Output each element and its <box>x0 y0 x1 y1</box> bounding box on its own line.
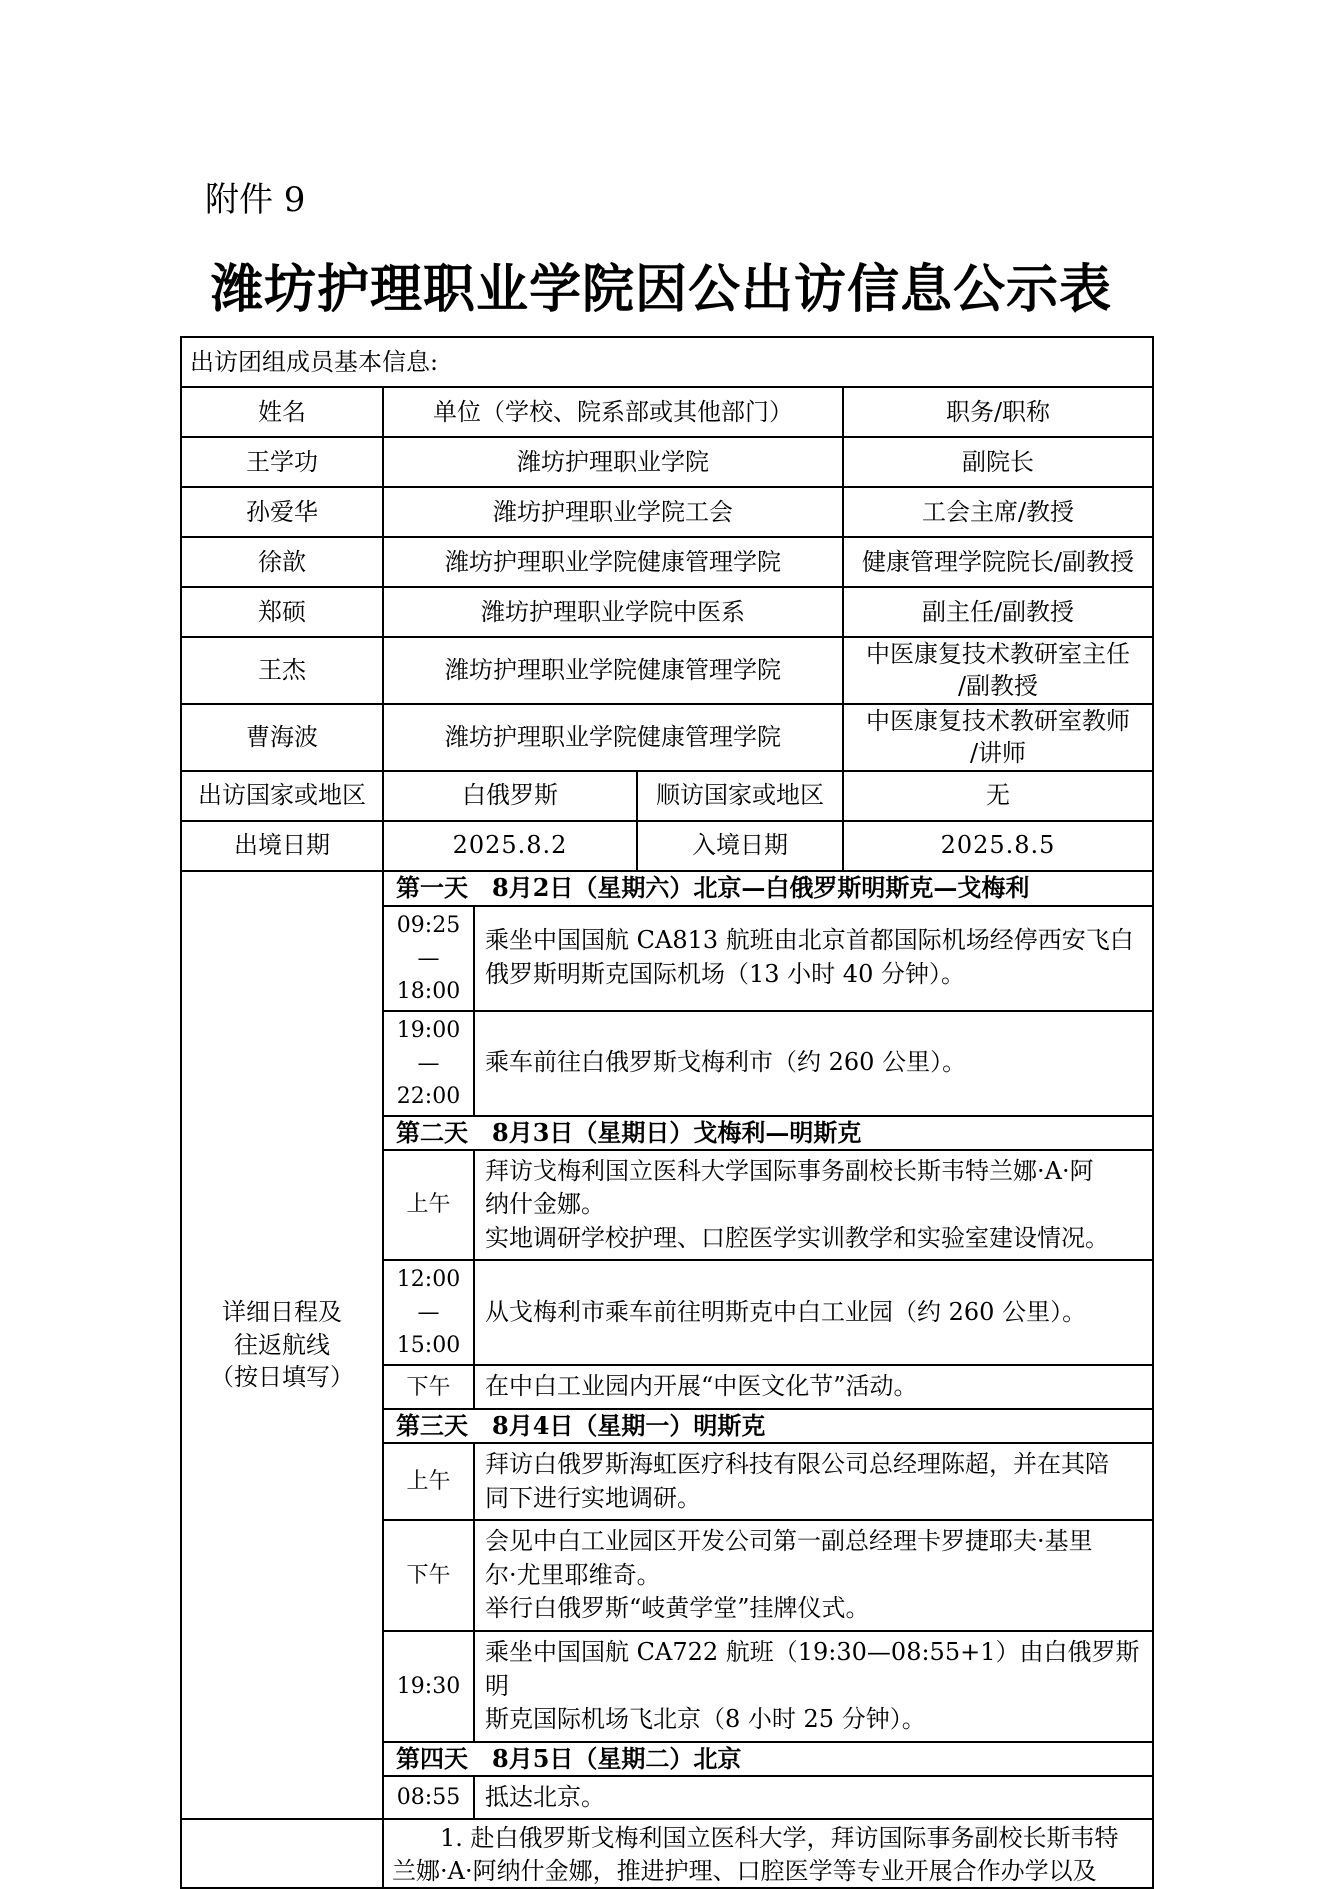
member-title-line: /讲师 <box>969 739 1027 768</box>
schedule-item <box>384 906 1152 1011</box>
schedule-days <box>384 872 1152 1819</box>
item-description <box>474 1520 1152 1631</box>
member-unit: 潍坊护理职业学院中医系 <box>383 587 843 637</box>
member-name: 郑硕 <box>181 587 383 637</box>
item-time-line: 18:00 <box>396 978 461 1004</box>
item-description <box>474 1365 1152 1409</box>
schedule-row <box>181 871 1153 1820</box>
member-unit: 潍坊护理职业学院健康管理学院 <box>383 704 843 771</box>
header-unit: 单位（学校、院系部或其他部门） <box>383 387 843 437</box>
member-name: 孙爱华 <box>181 487 383 537</box>
table-row <box>181 704 1153 771</box>
purpose-content <box>383 1819 1153 1888</box>
item-time-line: 08:55 <box>396 1784 461 1810</box>
item-time-line: 22:00 <box>396 1083 461 1109</box>
item-description <box>474 1776 1152 1819</box>
purpose-line: 1. 赴白俄罗斯戈梅利国立医科大学，拜访国际事务副校长斯韦特 <box>440 1824 1119 1853</box>
member-name: 王杰 <box>181 637 383 704</box>
item-time-line: 09:25— <box>396 912 461 971</box>
item-time-line: —15:00 <box>396 1300 461 1359</box>
member-title-line: 中医康复技术教研室主任 <box>866 640 1131 668</box>
item-description <box>474 1631 1152 1742</box>
info-table <box>180 336 1154 1889</box>
member-unit: 潍坊护理职业学院 <box>383 437 843 487</box>
date-row <box>181 821 1153 871</box>
member-title: 工会主席/教授 <box>843 487 1153 537</box>
transit-label: 顺访国家或地区 <box>637 771 843 821</box>
schedule-label-line: （按日填写） <box>210 1363 354 1392</box>
table-row <box>181 437 1153 487</box>
exit-date-value: 2025.8.2 <box>383 821 637 871</box>
attachment-label: 附件 9 <box>205 180 306 220</box>
item-time-line: 上午 <box>406 1469 451 1495</box>
member-name: 曹海波 <box>181 704 383 771</box>
section-header: 出访团组成员基本信息: <box>181 337 1153 387</box>
member-title <box>843 704 1153 771</box>
purpose-label <box>181 1819 383 1888</box>
item-description-line: 俄罗斯明斯克国际机场（13 小时 40 分钟）。 <box>485 960 965 989</box>
item-time-line: 上午 <box>406 1192 451 1218</box>
day-header-row <box>384 1742 1152 1776</box>
member-title <box>843 637 1153 704</box>
table-row <box>181 487 1153 537</box>
item-description-line: 实地调研学校护理、口腔医学实训教学和实验室建设情况。 <box>485 1223 1109 1252</box>
item-description-line: 纳什金娜。 <box>485 1190 605 1219</box>
item-time <box>384 1365 474 1409</box>
item-time-line: 19:30 <box>396 1673 461 1699</box>
item-description <box>474 1150 1152 1261</box>
country-value: 白俄罗斯 <box>383 771 637 821</box>
country-label: 出访国家或地区 <box>181 771 383 821</box>
day-header-row <box>384 1409 1152 1443</box>
member-title: 副院长 <box>843 437 1153 487</box>
item-time <box>384 1150 474 1261</box>
item-description-line: 举行白俄罗斯“岐黄学堂”挂牌仪式。 <box>485 1594 870 1623</box>
day-header: 第三天 8月4日（星期一）明斯克 <box>384 1409 1152 1443</box>
member-unit: 潍坊护理职业学院工会 <box>383 487 843 537</box>
member-title-line: 中医康复技术教研室教师 <box>866 706 1131 735</box>
item-description-line: 斯克国际机场飞北京（8 小时 25 分钟）。 <box>485 1705 926 1734</box>
item-time <box>384 1776 474 1819</box>
table-row <box>181 587 1153 637</box>
schedule-label-line: 往返航线 <box>234 1330 330 1359</box>
item-description-line: 抵达北京。 <box>485 1782 605 1811</box>
item-description-line: 从戈梅利市乘车前往明斯克中白工业园（约 260 公里）。 <box>485 1298 1087 1327</box>
item-description-line: 乘坐中国国航 CA813 航班由北京首都国际机场经停西安飞白 <box>485 926 1134 955</box>
item-description-line: 拜访戈梅利国立医科大学国际事务副校长斯韦特兰娜·A·阿 <box>485 1156 1094 1185</box>
day-header-row <box>384 1116 1152 1150</box>
item-description-line: 拜访白俄罗斯海虹医疗科技有限公司总经理陈超，并在其陪 <box>485 1449 1109 1478</box>
member-name: 王学功 <box>181 437 383 487</box>
item-description-line: 尔·尤里耶维奇。 <box>485 1560 661 1589</box>
item-time <box>384 906 474 1011</box>
schedule-item <box>384 1011 1152 1116</box>
item-time <box>384 1631 474 1742</box>
item-time-line: 下午 <box>406 1563 451 1589</box>
item-description-line: 同下进行实地调研。 <box>485 1483 701 1512</box>
entry-date-value: 2025.8.5 <box>843 821 1153 871</box>
item-time <box>384 1520 474 1631</box>
purpose-line: 兰娜·A·阿纳什金娜，推进护理、口腔医学等专业开展合作办学以及 <box>392 1856 1097 1885</box>
country-row <box>181 771 1153 821</box>
day-header: 第四天 8月5日（星期二）北京 <box>384 1742 1152 1776</box>
schedule-item <box>384 1776 1152 1819</box>
schedule-label-line: 详细日程及 <box>222 1298 342 1327</box>
table-row <box>181 637 1153 704</box>
header-name: 姓名 <box>181 387 383 437</box>
member-header-row <box>181 387 1153 437</box>
transit-value: 无 <box>843 771 1153 821</box>
purpose-row <box>181 1819 1153 1888</box>
item-description-line: 在中白工业园内开展“中医文化节”活动。 <box>485 1372 918 1401</box>
member-title: 副主任/副教授 <box>843 587 1153 637</box>
item-time <box>384 1011 474 1116</box>
schedule-item <box>384 1520 1152 1631</box>
item-description <box>474 1443 1152 1520</box>
item-time-line: 12:00 <box>396 1267 461 1293</box>
day-header: 第二天 8月3日（星期日）戈梅利—明斯克 <box>384 1116 1152 1150</box>
member-title: 健康管理学院院长/副教授 <box>843 537 1153 587</box>
item-description-line: 乘坐中国国航 CA722 航班（19:30—08:55+1）由白俄罗斯明 <box>485 1637 1140 1700</box>
schedule-item <box>384 1150 1152 1261</box>
schedule-item <box>384 1365 1152 1409</box>
day-header-row <box>384 872 1152 906</box>
item-time <box>384 1443 474 1520</box>
item-time-line: 19:00— <box>396 1017 461 1076</box>
header-title: 职务/职称 <box>843 387 1153 437</box>
item-description-line: 会见中白工业园区开发公司第一副总经理卡罗捷耶夫·基里 <box>485 1527 1093 1556</box>
entry-date-label: 入境日期 <box>637 821 843 871</box>
item-description-line: 乘车前往白俄罗斯戈梅利市（约 260 公里）。 <box>485 1048 967 1077</box>
schedule-item <box>384 1631 1152 1742</box>
table-row <box>181 537 1153 587</box>
member-name: 徐歆 <box>181 537 383 587</box>
item-description <box>474 906 1152 1011</box>
item-time <box>384 1260 474 1365</box>
page-title: 潍坊护理职业学院因公出访信息公示表 <box>210 259 1112 320</box>
member-title-line: /副教授 <box>957 672 1039 701</box>
member-unit: 潍坊护理职业学院健康管理学院 <box>383 537 843 587</box>
schedule-table <box>384 872 1152 1819</box>
schedule-container <box>383 871 1153 1820</box>
item-description <box>474 1260 1152 1365</box>
day-header: 第一天 8月2日（星期六）北京—白俄罗斯明斯克—戈梅利 <box>396 873 1030 903</box>
schedule-item <box>384 1443 1152 1520</box>
exit-date-label: 出境日期 <box>181 821 383 871</box>
schedule-item <box>384 1260 1152 1365</box>
item-description <box>474 1011 1152 1116</box>
schedule-label <box>181 871 383 1820</box>
item-time-line: 下午 <box>406 1374 451 1400</box>
member-unit: 潍坊护理职业学院健康管理学院 <box>383 637 843 704</box>
